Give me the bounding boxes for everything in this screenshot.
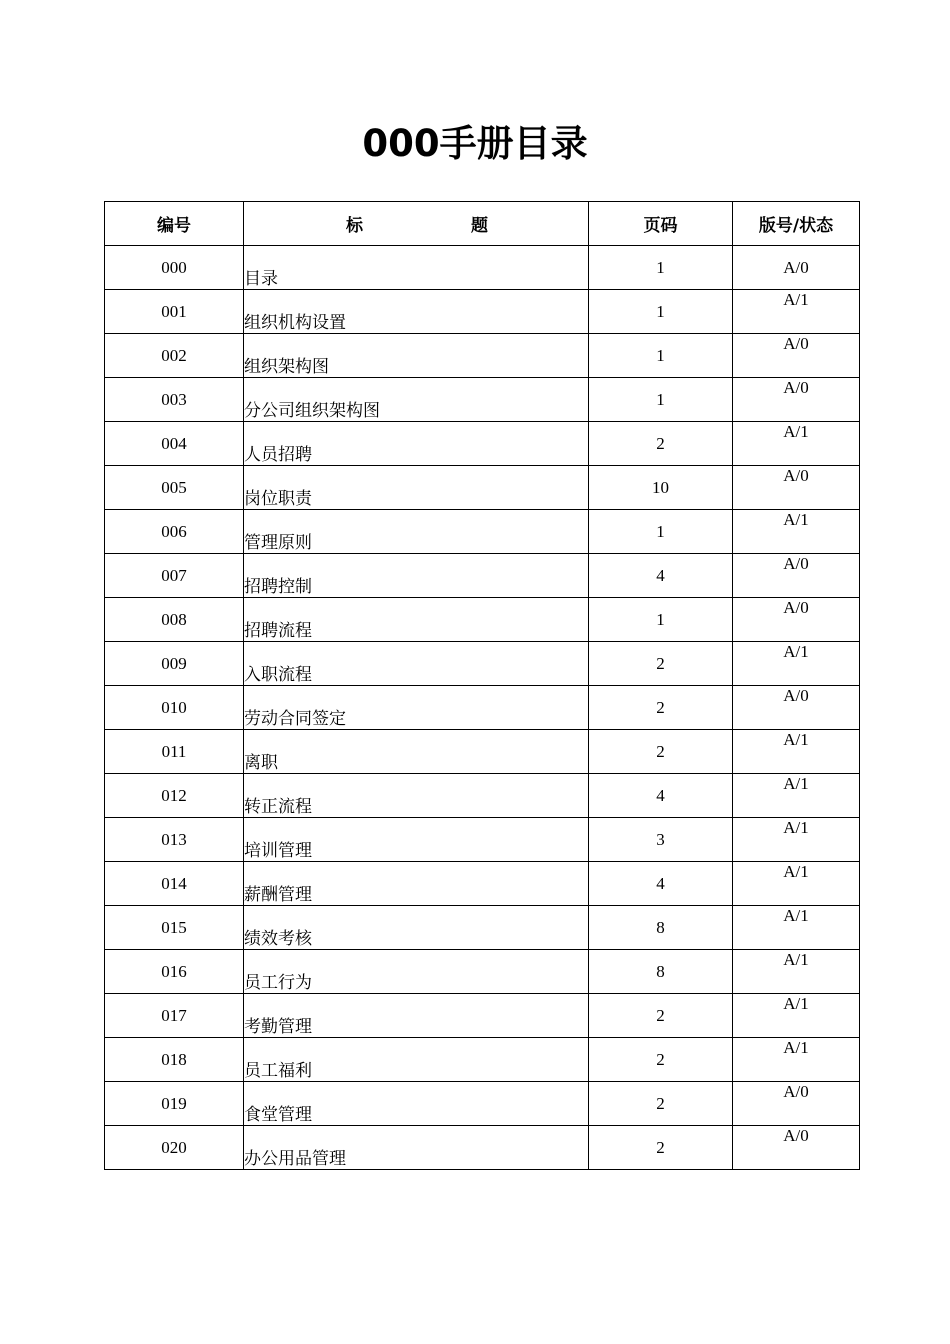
row-version-cell: A/0: [733, 554, 860, 598]
table-row: [105, 642, 860, 686]
table-row: [105, 378, 860, 422]
row-page-cell: 1: [589, 290, 733, 334]
row-code-cell: 015: [105, 906, 244, 950]
header-title: [244, 202, 589, 246]
row-code-cell: 017: [105, 994, 244, 1038]
row-code-cell: 013: [105, 818, 244, 862]
row-title-cell: 员工福利: [244, 1038, 589, 1082]
row-version-cell: A/0: [733, 1082, 860, 1126]
row-version-cell: A/0: [733, 598, 860, 642]
row-title-cell: 离职: [244, 730, 589, 774]
row-page-cell: 4: [589, 554, 733, 598]
document-title: 000手册目录: [362, 122, 588, 165]
row-code-cell: 020: [105, 1126, 244, 1170]
table-row: [105, 1126, 860, 1170]
row-version-cell: A/1: [733, 642, 860, 686]
row-code-cell: 012: [105, 774, 244, 818]
header-title-part2: 题: [471, 216, 488, 236]
header-code: 编号: [105, 202, 244, 246]
row-code-cell: 000: [105, 246, 244, 290]
row-page-cell: 2: [589, 642, 733, 686]
table-header-row: [105, 202, 860, 246]
row-version-cell: A/0: [733, 246, 860, 290]
row-page-cell: 2: [589, 422, 733, 466]
row-version-cell: A/0: [733, 378, 860, 422]
row-page-cell: 2: [589, 730, 733, 774]
row-title-cell: 岗位职责: [244, 466, 589, 510]
row-title-cell: 薪酬管理: [244, 862, 589, 906]
row-code-cell: 019: [105, 1082, 244, 1126]
row-title-cell: 招聘控制: [244, 554, 589, 598]
row-page-cell: 2: [589, 1082, 733, 1126]
row-title-cell: 组织机构设置: [244, 290, 589, 334]
row-code-cell: 016: [105, 950, 244, 994]
table-row: [105, 1082, 860, 1126]
row-version-cell: A/1: [733, 774, 860, 818]
row-version-cell: A/0: [733, 466, 860, 510]
row-title-cell: 办公用品管理: [244, 1126, 589, 1170]
row-code-cell: 008: [105, 598, 244, 642]
row-page-cell: 2: [589, 994, 733, 1038]
row-version-cell: A/1: [733, 1038, 860, 1082]
row-version-cell: A/1: [733, 862, 860, 906]
row-page-cell: 8: [589, 950, 733, 994]
row-page-cell: 4: [589, 774, 733, 818]
row-page-cell: 1: [589, 334, 733, 378]
row-page-cell: 2: [589, 686, 733, 730]
row-title-cell: 管理原则: [244, 510, 589, 554]
row-title-cell: 目录: [244, 246, 589, 290]
row-code-cell: 001: [105, 290, 244, 334]
table-row: [105, 598, 860, 642]
row-version-cell: A/0: [733, 1126, 860, 1170]
row-code-cell: 007: [105, 554, 244, 598]
table-row: [105, 246, 860, 290]
row-page-cell: 8: [589, 906, 733, 950]
row-page-cell: 3: [589, 818, 733, 862]
row-title-cell: 组织架构图: [244, 334, 589, 378]
table-row: [105, 422, 860, 466]
table-row: [105, 730, 860, 774]
table-of-contents: [104, 201, 860, 1170]
row-version-cell: A/1: [733, 818, 860, 862]
header-version: 版号/状态: [733, 202, 860, 246]
row-title-cell: 劳动合同签定: [244, 686, 589, 730]
table-row: [105, 554, 860, 598]
row-page-cell: 1: [589, 246, 733, 290]
header-title-part1: 标: [346, 216, 363, 236]
row-version-cell: A/1: [733, 510, 860, 554]
row-page-cell: 2: [589, 1038, 733, 1082]
row-code-cell: 006: [105, 510, 244, 554]
row-code-cell: 009: [105, 642, 244, 686]
row-page-cell: 1: [589, 598, 733, 642]
row-title-cell: 食堂管理: [244, 1082, 589, 1126]
table-row: [105, 818, 860, 862]
row-title-cell: 培训管理: [244, 818, 589, 862]
table-body: [105, 246, 860, 1170]
row-version-cell: A/1: [733, 994, 860, 1038]
table-row: [105, 1038, 860, 1082]
table-row: [105, 510, 860, 554]
row-version-cell: A/1: [733, 730, 860, 774]
row-version-cell: A/1: [733, 422, 860, 466]
row-title-cell: 考勤管理: [244, 994, 589, 1038]
row-title-cell: 绩效考核: [244, 906, 589, 950]
row-page-cell: 1: [589, 510, 733, 554]
row-title-cell: 员工行为: [244, 950, 589, 994]
table-row: [105, 950, 860, 994]
row-title-cell: 转正流程: [244, 774, 589, 818]
row-code-cell: 018: [105, 1038, 244, 1082]
table-row: [105, 466, 860, 510]
row-version-cell: A/0: [733, 686, 860, 730]
row-title-cell: 入职流程: [244, 642, 589, 686]
header-page: 页码: [589, 202, 733, 246]
table-row: [105, 686, 860, 730]
row-page-cell: 10: [589, 466, 733, 510]
row-code-cell: 011: [105, 730, 244, 774]
row-code-cell: 005: [105, 466, 244, 510]
row-version-cell: A/1: [733, 290, 860, 334]
row-title-cell: 分公司组织架构图: [244, 378, 589, 422]
row-title-cell: 招聘流程: [244, 598, 589, 642]
table-row: [105, 334, 860, 378]
table-row: [105, 994, 860, 1038]
row-page-cell: 1: [589, 378, 733, 422]
row-version-cell: A/1: [733, 950, 860, 994]
row-code-cell: 002: [105, 334, 244, 378]
row-code-cell: 010: [105, 686, 244, 730]
row-version-cell: A/0: [733, 334, 860, 378]
row-version-cell: A/1: [733, 906, 860, 950]
row-page-cell: 2: [589, 1126, 733, 1170]
row-title-cell: 人员招聘: [244, 422, 589, 466]
row-code-cell: 014: [105, 862, 244, 906]
table-row: [105, 862, 860, 906]
table-row: [105, 290, 860, 334]
row-code-cell: 004: [105, 422, 244, 466]
row-page-cell: 4: [589, 862, 733, 906]
table-row: [105, 906, 860, 950]
row-code-cell: 003: [105, 378, 244, 422]
table-row: [105, 774, 860, 818]
